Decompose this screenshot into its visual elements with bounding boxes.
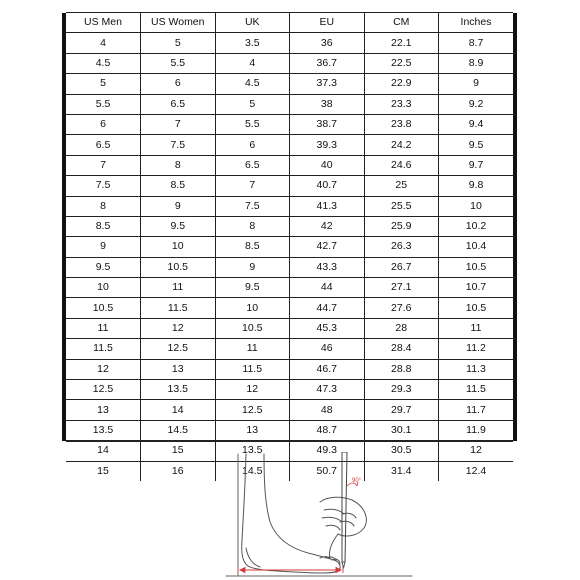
cell-us-women: 12.5 — [141, 339, 216, 359]
header-row — [66, 13, 513, 33]
cell-cm: 23.3 — [364, 94, 439, 114]
table-row — [66, 380, 513, 400]
table-row — [66, 359, 513, 379]
cell-us-men: 6 — [66, 114, 141, 134]
header-uk: UK — [215, 13, 290, 33]
cell-eu: 48.7 — [290, 420, 365, 440]
cell-us-women: 6 — [141, 74, 216, 94]
cell-cm: 22.5 — [364, 53, 439, 73]
cell-inches: 9.7 — [439, 155, 514, 175]
table-row — [66, 53, 513, 73]
cell-us-men: 4 — [66, 33, 141, 53]
cell-uk: 7 — [215, 176, 290, 196]
table-row — [66, 237, 513, 257]
cell-cm: 24.6 — [364, 155, 439, 175]
cell-us-men: 4.5 — [66, 53, 141, 73]
angle-label: 90° — [352, 478, 362, 484]
cell-eu: 36.7 — [290, 53, 365, 73]
cell-inches: 9.2 — [439, 94, 514, 114]
table-row — [66, 298, 513, 318]
cell-inches: 10 — [439, 196, 514, 216]
cell-us-women: 14.5 — [141, 420, 216, 440]
cell-us-men: 10 — [66, 278, 141, 298]
cell-us-women: 5 — [141, 33, 216, 53]
cell-eu: 49.3 — [290, 441, 365, 461]
cell-uk: 9.5 — [215, 278, 290, 298]
cell-us-men: 12.5 — [66, 380, 141, 400]
cell-inches: 9 — [439, 74, 514, 94]
cell-inches: 8.7 — [439, 33, 514, 53]
cell-cm: 25 — [364, 176, 439, 196]
cell-eu: 43.3 — [290, 257, 365, 277]
cell-uk: 14.5 — [215, 461, 290, 481]
cell-us-men: 6.5 — [66, 135, 141, 155]
cell-inches: 11.2 — [439, 339, 514, 359]
cell-cm: 29.7 — [364, 400, 439, 420]
cell-cm: 28.4 — [364, 339, 439, 359]
cell-inches: 10.4 — [439, 237, 514, 257]
cell-inches: 11.9 — [439, 420, 514, 440]
cell-us-men: 14 — [66, 441, 141, 461]
cell-cm: 22.1 — [364, 33, 439, 53]
table-row — [66, 94, 513, 114]
cell-cm: 23.8 — [364, 114, 439, 134]
cell-inches: 11.5 — [439, 380, 514, 400]
cell-us-women: 8.5 — [141, 176, 216, 196]
cell-inches: 8.9 — [439, 53, 514, 73]
cell-inches: 10.5 — [439, 298, 514, 318]
cell-eu: 50.7 — [290, 461, 365, 481]
cell-us-women: 10 — [141, 237, 216, 257]
cell-cm: 25.5 — [364, 196, 439, 216]
cell-us-men: 9.5 — [66, 257, 141, 277]
cell-us-women: 8 — [141, 155, 216, 175]
cell-us-women: 13 — [141, 359, 216, 379]
cell-us-women: 9.5 — [141, 216, 216, 236]
cell-uk: 11.5 — [215, 359, 290, 379]
cell-cm: 27.1 — [364, 278, 439, 298]
cell-cm: 25.9 — [364, 216, 439, 236]
cell-us-men: 15 — [97, 464, 109, 477]
shoe-size-chart — [66, 12, 513, 477]
cell-us-women: 6.5 — [141, 94, 216, 114]
cell-us-men: 11.5 — [66, 339, 141, 359]
cell-us-women: 14 — [141, 400, 216, 420]
cell-us-women: 13.5 — [141, 380, 216, 400]
cell-cm: 30.5 — [364, 441, 439, 461]
cell-eu: 42 — [290, 216, 365, 236]
cell-us-men: 12 — [66, 359, 141, 379]
cell-eu: 38.7 — [290, 114, 365, 134]
cell-inches: 12 — [439, 441, 514, 461]
foot-measurement-illustration — [224, 452, 414, 580]
cell-us-women: 5.5 — [141, 53, 216, 73]
cell-eu: 44.7 — [290, 298, 365, 318]
cell-us-men: 7 — [66, 155, 141, 175]
cell-us-women: 16 — [141, 461, 216, 481]
cell-cm: 22.9 — [364, 74, 439, 94]
cell-us-women: 11.5 — [141, 298, 216, 318]
cell-cm: 24.2 — [364, 135, 439, 155]
table-row — [66, 339, 513, 359]
cell-inches: 11.3 — [439, 359, 514, 379]
cell-eu: 40.7 — [290, 176, 365, 196]
table-row — [66, 420, 513, 440]
cell-us-men: 8 — [66, 196, 141, 216]
foot-outline-icon — [242, 454, 340, 573]
cell-uk: 7.5 — [215, 196, 290, 216]
cell-inches: 11 — [439, 318, 514, 338]
cell-eu: 44 — [290, 278, 365, 298]
table-row — [66, 196, 513, 216]
cell-eu: 46.7 — [290, 359, 365, 379]
cell-inches: 10.5 — [439, 257, 514, 277]
cell-uk: 3.5 — [215, 33, 290, 53]
cell-uk: 6.5 — [215, 155, 290, 175]
header-us-women: US Women — [141, 13, 216, 33]
cell-cm: 30.1 — [364, 420, 439, 440]
cell-uk: 5.5 — [215, 114, 290, 134]
cell-uk: 10 — [215, 298, 290, 318]
chart-right-edge — [513, 13, 517, 441]
cell-eu: 45.3 — [290, 318, 365, 338]
table-row — [66, 33, 513, 53]
foot-measurement-svg — [224, 452, 414, 580]
cell-uk: 12 — [215, 380, 290, 400]
table-row — [66, 216, 513, 236]
cell-us-women: 7 — [141, 114, 216, 134]
cell-eu: 39.3 — [290, 135, 365, 155]
cell-us-men: 7.5 — [66, 176, 141, 196]
cell-us-women: 10.5 — [141, 257, 216, 277]
header-cm: CM — [364, 13, 439, 33]
cell-uk: 12.5 — [215, 400, 290, 420]
cell-uk: 5 — [215, 94, 290, 114]
size-rows — [66, 33, 513, 481]
cell-eu: 42.7 — [290, 237, 365, 257]
cell-eu: 36 — [290, 33, 365, 53]
table-row — [66, 74, 513, 94]
cell-eu: 41.3 — [290, 196, 365, 216]
cell-uk: 8.5 — [215, 237, 290, 257]
hand-outline-icon — [320, 497, 366, 558]
cell-uk: 4.5 — [215, 74, 290, 94]
cell-us-men: 13.5 — [66, 420, 141, 440]
cell-eu: 40 — [290, 155, 365, 175]
table-row — [66, 318, 513, 338]
cell-us-men: 5 — [66, 74, 141, 94]
cell-uk: 11 — [215, 339, 290, 359]
cell-uk: 10.5 — [215, 318, 290, 338]
cell-cm: 27.6 — [364, 298, 439, 318]
cell-uk: 13.5 — [215, 441, 290, 461]
table-row — [66, 114, 513, 134]
table-row — [66, 257, 513, 277]
cell-uk: 6 — [215, 135, 290, 155]
cell-cm: 26.3 — [364, 237, 439, 257]
cell-inches: 11.7 — [439, 400, 514, 420]
cell-inches: 10.7 — [439, 278, 514, 298]
table-row — [66, 176, 513, 196]
cell-us-men: 8.5 — [66, 216, 141, 236]
cell-eu: 47.3 — [290, 380, 365, 400]
cell-us-women: 7.5 — [141, 135, 216, 155]
cell-uk: 8 — [215, 216, 290, 236]
cell-us-women: 11 — [141, 278, 216, 298]
table-row — [66, 400, 513, 420]
cell-uk: 4 — [215, 53, 290, 73]
cell-cm: 26.7 — [364, 257, 439, 277]
cell-eu: 38 — [290, 94, 365, 114]
table-row — [66, 135, 513, 155]
cell-uk: 13 — [215, 420, 290, 440]
cell-cm: 29.3 — [364, 380, 439, 400]
cell-us-men: 13 — [66, 400, 141, 420]
cell-inches: 9.8 — [439, 176, 514, 196]
cell-cm: 31.4 — [364, 461, 439, 481]
cell-inches: 9.4 — [439, 114, 514, 134]
cell-us-men: 5.5 — [66, 94, 141, 114]
table-row — [66, 278, 513, 298]
header-us-men: US Men — [66, 13, 141, 33]
chart-left-edge — [62, 13, 66, 441]
header-inches: Inches — [439, 13, 514, 33]
cell-cm: 28 — [364, 318, 439, 338]
cell-us-men: 11 — [66, 318, 141, 338]
cell-inches: 10.2 — [439, 216, 514, 236]
cell-us-women: 9 — [141, 196, 216, 216]
cell-us-men: 10.5 — [66, 298, 141, 318]
cell-us-women: 12 — [141, 318, 216, 338]
cell-us-women: 15 — [141, 441, 216, 461]
cell-eu: 37.3 — [290, 74, 365, 94]
cell-inches: 12.4 — [439, 461, 514, 481]
header-eu: EU — [290, 13, 365, 33]
cell-eu: 46 — [290, 339, 365, 359]
table-row — [66, 155, 513, 175]
cell-us-men: 9 — [66, 237, 141, 257]
pencil-icon — [342, 452, 347, 562]
cell-uk: 9 — [215, 257, 290, 277]
cell-cm: 28.8 — [364, 359, 439, 379]
cell-inches: 9.5 — [439, 135, 514, 155]
cell-eu: 48 — [290, 400, 365, 420]
size-table — [66, 13, 513, 481]
